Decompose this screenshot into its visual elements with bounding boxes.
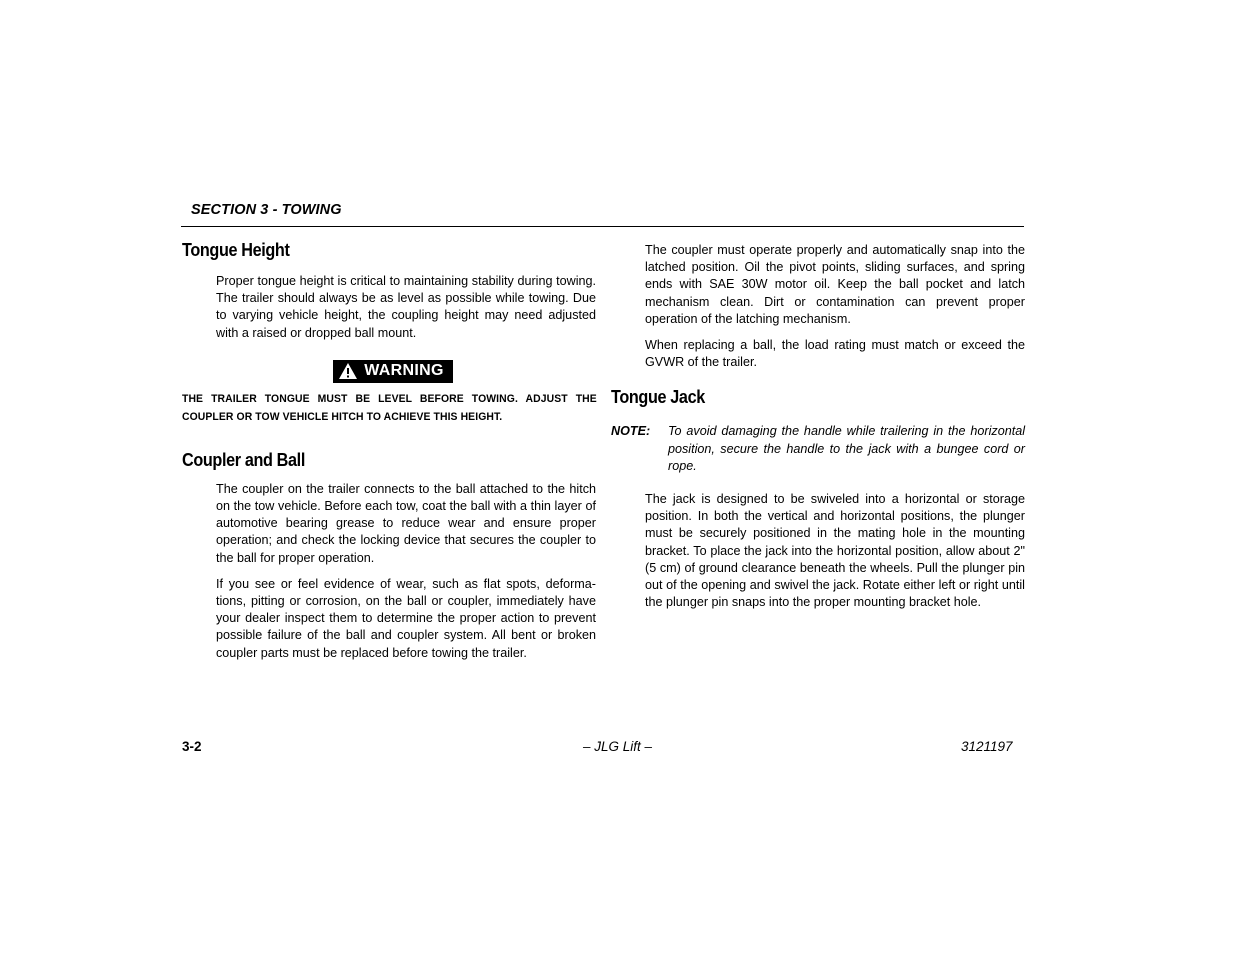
note-text: To avoid damaging the handle while trailering in the horizontal position, secure the handle to the jack with a bungee cord or rope.: [668, 424, 1025, 473]
header-divider: [181, 226, 1024, 227]
coupler-and-ball-heading: Coupler and Ball: [182, 449, 305, 470]
left-column: [182, 240, 596, 662]
ball-replacement-paragraph: When replacing a ball, the load rating must match or exceed the GVWR of the trailer.: [645, 338, 1025, 370]
coupler-paragraph-2: If you see or feel evidence of wear, such as flat spots, deforma-tions, pitting or corrosion, on the ball or coupler, immediately have your dealer inspect them to determine the proper action to prevent possible failure of the ball and coupler system. All bent or broken coupler parts must be replaced before towing the trailer.: [216, 576, 596, 660]
coupler-operation-paragraph: The coupler must operate properly and automatically snap into the latched position. Oil the pivot points, sliding surfaces, and spring ends with SAE 30W motor oil. Keep the ball pocket and latch mechanism clean. Dirt or contamination can prevent proper operation of the latching mechanism.: [645, 243, 1025, 326]
warning-badge: [333, 360, 452, 383]
section-title: SECTION 3 - TOWING: [191, 202, 342, 218]
warning-label: WARNING: [364, 362, 444, 380]
document-number: 3121197: [961, 739, 1013, 754]
right-column: [611, 240, 1025, 611]
coupler-paragraph-1: The coupler on the trailer connects to the ball attached to the hitch on the tow vehicle. Before each tow, coat the ball with a thin layer of automotive bearing grease to reduce wear and ensure proper operation; and check the locking device that secures the coupler to the ball for proper operation.: [216, 481, 596, 565]
tongue-jack-body: The jack is designed to be swiveled into a horizontal or storage position. In both the vertical and horizontal positions, the plunger must be securely positioned in the mating hole in the mounting bracket. To place the jack into the horizontal position, allow about 2" (5 cm) of ground clearance beneath the wheels. Pull the plunger pin out of the opening and swivel the jack. Rotate either left or right until the plunger pin snaps into the proper mounting bracket hole.: [645, 492, 1025, 610]
warning-triangle-icon: [338, 362, 358, 380]
note-block: [611, 423, 1025, 475]
warning-callout: [190, 360, 596, 386]
tongue-height-heading: Tongue Height: [182, 240, 290, 260]
tongue-jack-heading: Tongue Jack: [611, 387, 705, 408]
note-label: NOTE:: [611, 424, 651, 439]
warning-text: THE TRAILER TONGUE MUST BE LEVEL BEFORE TOWING. ADJUST THE COUPLER OR TOW VEHICLE HITCH TO ACHIEVE THIS HEIGHT.: [182, 393, 597, 423]
page-number: 3-2: [182, 739, 202, 754]
tongue-height-body: Proper tongue height is critical to maintaining stability during towing. The trailer should always be as level as possible while towing. Due to varying vehicle height, the coupling height may need adjusted with a raised or dropped ball mount.: [216, 274, 596, 340]
footer-brand: – JLG Lift –: [582, 739, 653, 754]
